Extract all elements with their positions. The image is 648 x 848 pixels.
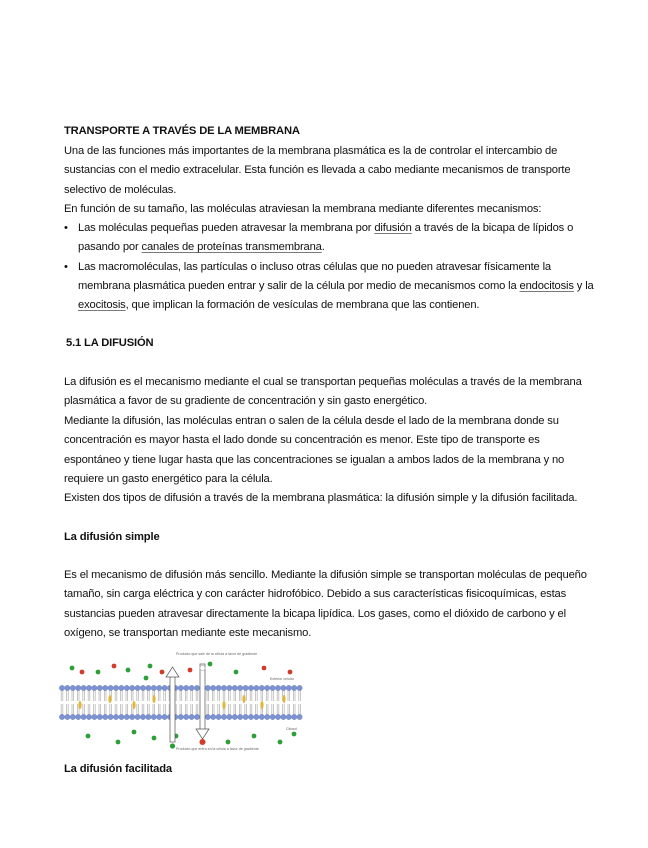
red-molecule — [188, 668, 193, 673]
lipid-head — [103, 714, 108, 719]
green-molecule — [144, 676, 149, 681]
difusion-paragraph-3: Existen dos tipos de difusión a través de la membrana plasmática: la difusión simple y la difusión facilitada. — [64, 492, 578, 504]
lipid-head — [162, 714, 167, 719]
lipid-head — [286, 714, 291, 719]
list-item-text: Las macromoléculas, las partículas o incluso otras células que no pueden atravesar físicamente la membrana plasmática pueden entrar y salir de la célula por medio de mecanismos como la — [78, 260, 551, 292]
lipid-head — [232, 685, 237, 690]
green-molecule — [152, 736, 157, 741]
canales-link[interactable]: canales de proteínas transmembrana — [141, 241, 322, 254]
lipid-head — [194, 685, 199, 690]
lipid-head — [135, 714, 140, 719]
lipid-head — [92, 714, 97, 719]
lipid-head — [227, 714, 232, 719]
lipid-head — [178, 714, 183, 719]
lipid-head — [254, 685, 259, 690]
lipid-head — [189, 714, 194, 719]
green-molecule — [70, 666, 75, 671]
green-molecule — [132, 730, 137, 735]
green-molecule — [148, 664, 153, 669]
exocitosis-link[interactable]: exocitosis — [78, 299, 126, 312]
lipid-head — [292, 685, 297, 690]
red-molecule — [200, 739, 206, 745]
lipid-head — [297, 685, 302, 690]
lipid-head — [130, 714, 135, 719]
lipid-head — [227, 685, 232, 690]
lipid-head — [211, 714, 216, 719]
lipid-head — [124, 685, 129, 690]
lipid-head — [297, 714, 302, 719]
lipid-head — [211, 685, 216, 690]
green-molecule — [278, 740, 283, 745]
red-molecule — [80, 670, 85, 675]
lipid-head — [216, 685, 221, 690]
red-molecule — [160, 670, 165, 675]
lipid-head — [238, 685, 243, 690]
lipid-head — [135, 685, 140, 690]
lipid-head — [243, 685, 248, 690]
lipid-head — [76, 714, 81, 719]
lipid-head — [162, 685, 167, 690]
label-top: Producto que sale de la célula a favor de gradiente — [176, 652, 258, 656]
arrow-in — [196, 664, 209, 739]
list-item-text: , que implican la formación de vesículas de membrana que las contienen. — [125, 299, 480, 312]
lipid-head — [275, 685, 280, 690]
lipid-head — [65, 714, 70, 719]
lipid-head — [232, 714, 237, 719]
lipid-head — [248, 714, 253, 719]
lipid-head — [184, 714, 189, 719]
list-item — [64, 219, 594, 258]
lipid-head — [292, 714, 297, 719]
lipid-head — [275, 714, 280, 719]
red-molecule — [112, 664, 117, 669]
lipid-head — [76, 685, 81, 690]
list-item-text: y la — [573, 279, 594, 292]
lipid-head — [70, 685, 75, 690]
lipid-heads — [59, 685, 302, 719]
lipid-tails — [61, 688, 300, 717]
lipid-head — [70, 714, 75, 719]
endocitosis-link[interactable]: endocitosis — [519, 279, 574, 292]
lipid-head — [189, 685, 194, 690]
red-molecule — [262, 666, 267, 671]
lipid-head — [86, 714, 91, 719]
lipid-head — [265, 685, 270, 690]
white-molecule — [200, 665, 205, 670]
lipid-head — [151, 714, 156, 719]
red-molecule — [288, 670, 293, 675]
lipid-head — [254, 714, 259, 719]
membrane-protein — [222, 701, 225, 709]
green-molecule — [86, 734, 91, 739]
lipid-head — [178, 685, 183, 690]
lipid-head — [119, 685, 124, 690]
green-molecule — [170, 743, 175, 748]
lipid-head — [248, 685, 253, 690]
lipid-head — [243, 714, 248, 719]
green-molecule — [234, 670, 239, 675]
lipid-head — [103, 685, 108, 690]
subsection-heading-2: La difusión facilitada — [64, 763, 172, 775]
lipid-head — [81, 714, 86, 719]
lipid-head — [81, 685, 86, 690]
lipid-head — [259, 685, 264, 690]
lipid-head — [97, 685, 102, 690]
membrane-protein — [282, 695, 285, 703]
lipid-head — [270, 714, 275, 719]
lipid-head — [59, 714, 64, 719]
membrane-protein — [132, 701, 135, 709]
membrane-protein — [78, 701, 81, 709]
list-item-text: Las moléculas pequeñas pueden atravesar la membrana por — [78, 222, 375, 234]
lipid-head — [130, 685, 135, 690]
lipid-head — [259, 714, 264, 719]
green-molecule — [96, 670, 101, 675]
lipid-head — [221, 685, 226, 690]
green-molecule — [226, 740, 231, 745]
intro-paragraph: Una de las funciones más importantes de la membrana plasmática es la de controlar el intercambio de sustancias con el medio extracelular. Esta función es llevada a cabo mediante mecanismos de transporte selectivo de moléculas. — [64, 145, 571, 196]
simple-paragraph: Es el mecanismo de difusión más sencillo. Mediante la difusión simple se transportan moléculas de pequeño tamaño, sin carga eléctrica y con carácter hidrofóbico. Debido a sus características fisicoquímicas, estas sustancias pueden atravesar directamente la bicapa lipídica. Los gases, como el dióxido de carbono y el oxígeno, se transportan mediante este mecanismo. — [64, 569, 587, 639]
bullet-marker: • — [64, 222, 68, 234]
list-item — [64, 258, 594, 316]
lipid-head — [92, 685, 97, 690]
mechanism-list — [64, 219, 594, 315]
lipid-head — [151, 685, 156, 690]
lipid-head — [205, 714, 210, 719]
lipid-head — [86, 685, 91, 690]
lipid-head — [97, 714, 102, 719]
lipid-head — [184, 685, 189, 690]
lipid-head — [65, 685, 70, 690]
membrane-protein — [242, 695, 245, 703]
lipid-head — [146, 714, 151, 719]
label-citosol: Citosol — [286, 727, 297, 731]
lipid-head — [221, 714, 226, 719]
lipid-head — [205, 685, 210, 690]
lipid-head — [281, 714, 286, 719]
subsection-heading: La difusión simple — [64, 531, 160, 543]
membrane-protein — [108, 695, 111, 703]
lipid-head — [140, 714, 145, 719]
green-molecule — [116, 740, 121, 745]
lipid-head — [59, 685, 64, 690]
lipid-head — [286, 685, 291, 690]
lipid-head — [270, 685, 275, 690]
lipid-head — [265, 714, 270, 719]
difusion-link[interactable]: difusión — [374, 222, 412, 234]
label-exterior: Exterior celular — [270, 677, 294, 681]
lipid-head — [140, 685, 145, 690]
membrane-protein — [152, 695, 155, 703]
section-heading: 5.1 LA DIFUSIÓN — [66, 337, 154, 349]
lipid-head — [238, 714, 243, 719]
list-item-text: . — [321, 241, 325, 254]
green-molecule — [208, 662, 213, 667]
green-molecule — [126, 668, 131, 673]
intro-paragraph-2: En función de su tamaño, las moléculas atraviesan la membrana mediante diferentes mecanismos: — [64, 203, 542, 215]
lipid-head — [124, 714, 129, 719]
membrane-svg — [58, 650, 304, 752]
lipid-head — [281, 685, 286, 690]
green-molecule — [252, 734, 257, 739]
difusion-paragraph: La difusión es el mecanismo mediante el cual se transportan pequeñas moléculas a través de la membrana plasmática a favor de su gradiente de concentración y sin gasto energético. — [64, 376, 582, 408]
lipid-head — [157, 685, 162, 690]
lipid-head — [119, 714, 124, 719]
lipid-head — [194, 714, 199, 719]
membrane-protein — [260, 701, 263, 709]
lipid-head — [113, 714, 118, 719]
difusion-paragraph-2: Mediante la difusión, las moléculas entran o salen de la célula desde el lado de la membrana donde su concentración es mayor hasta el lado donde su concentración es menor. Este tipo de transporte es espontáneo y tiene lugar hasta que las concentraciones se igualan a ambos lados de la membrana y no requiere un gasto energético para la célula. — [64, 415, 565, 485]
green-molecule — [292, 732, 297, 737]
lipid-head — [113, 685, 118, 690]
membrane-diagram — [58, 650, 304, 752]
arrow-out — [166, 667, 179, 742]
page-title: TRANSPORTE A TRAVÉS DE LA MEMBRANA — [64, 125, 300, 137]
lipid-head — [216, 714, 221, 719]
bullet-marker: • — [64, 260, 68, 273]
lipid-head — [108, 714, 113, 719]
label-bottom: Producto que entra en la célula a favor de gradiente — [176, 747, 259, 751]
list-item-text: a través de la bicapa de lípidos o pasando por — [78, 222, 574, 254]
lipid-head — [157, 714, 162, 719]
lipid-head — [146, 685, 151, 690]
lipid-head — [108, 685, 113, 690]
